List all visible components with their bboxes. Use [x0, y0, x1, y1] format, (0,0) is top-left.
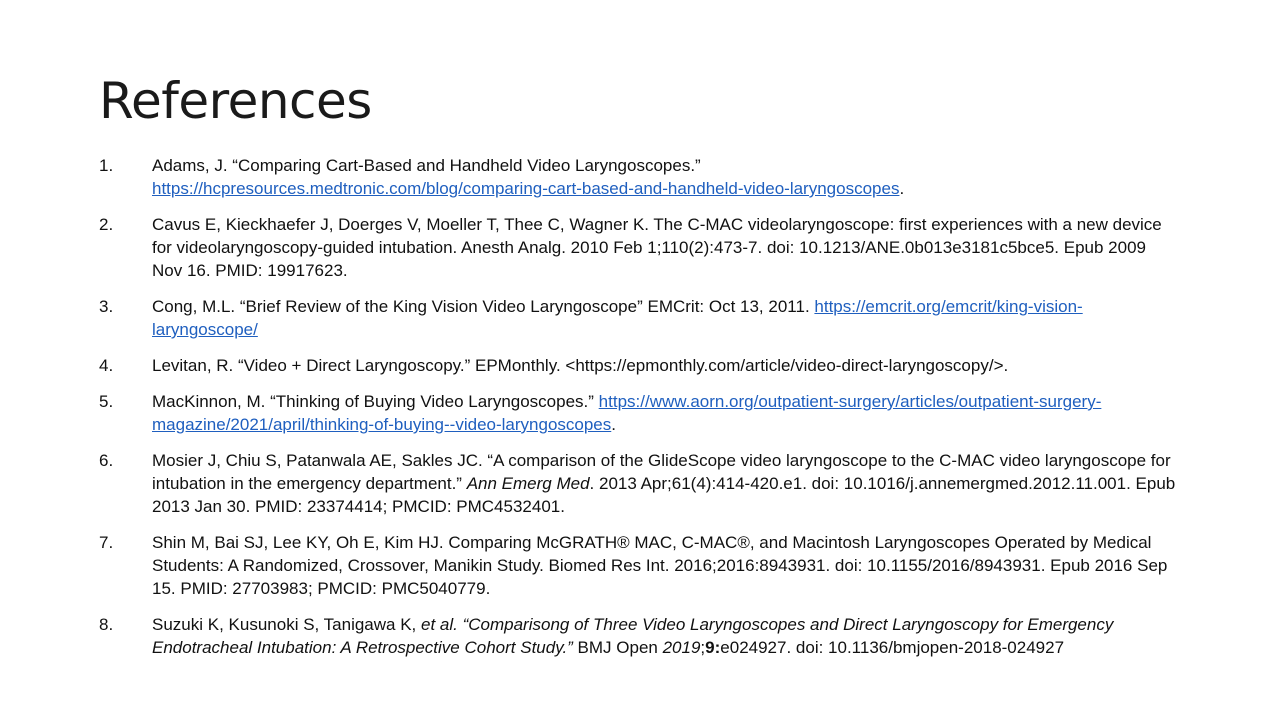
reference-number: 3. [99, 297, 114, 316]
reference-text-end: . [899, 179, 905, 198]
reference-text-end: . [611, 415, 616, 434]
reference-number: 4. [99, 356, 114, 375]
reference-journal: Ann Emerg Med [466, 474, 590, 493]
reference-text: Cavus E, Kieckhaefer J, Doerges V, Moeller T, Thee C, Wagner K. The C-MAC videolaryngoscope: first experiences with a new device for videolaryngoscopy-guided intubation. Anesth Analg. 2010 Feb 1;110(2):473-7. doi: 10.1213/ANE.0b013e3181c5bce5. Epub 2009 Nov 16. PMID: 19917623. [152, 215, 1162, 280]
reference-number: 2. [99, 215, 114, 234]
reference-link[interactable]: https://www.aorn.org/outpatient-surgery/articles/outpatient-surgery-magazine/2021/april/thinking-of-buying--video-laryngoscopes [152, 392, 1102, 434]
reference-list [99, 154, 1179, 672]
reference-journal: BMJ Open [572, 638, 663, 657]
reference-year: 2019 [662, 638, 701, 657]
reference-number: 6. [99, 451, 114, 470]
reference-number: 1. [99, 156, 114, 175]
reference-text-end: . 2013 Apr;61(4):414-420.e1. doi: 10.1016/j.annemergmed.2012.11.001. Epub 2013 Jan 30. PMID: 23374414; PMCID: PMC4532401. [152, 474, 1176, 516]
reference-number: 5. [99, 392, 114, 411]
reference-text-end: e024927. doi: 10.1136/bmjopen-2018-024927 [720, 638, 1065, 657]
reference-text: MacKinnon, M. “Thinking of Buying Video Laryngoscopes.” [152, 392, 594, 411]
reference-number: 8. [99, 615, 114, 634]
reference-item [99, 613, 1179, 659]
reference-number: 7. [99, 533, 114, 552]
reference-item [99, 295, 1179, 341]
reference-item [99, 531, 1179, 600]
reference-etal: et al. [416, 615, 458, 634]
reference-item [99, 154, 1179, 200]
reference-article-title: “Comparisong of Three Video Laryngoscopes and Direct Laryngoscopy for Emergency Endotracheal Intubation: A Retrospective Cohort Study.” [152, 615, 1114, 657]
reference-item [99, 449, 1179, 518]
reference-text: Levitan, R. “Video + Direct Laryngoscopy.” EPMonthly. <https://epmonthly.com/article/video-direct-laryngoscopy/>. [152, 356, 1009, 375]
reference-item [99, 354, 1179, 377]
reference-text: Mosier J, Chiu S, Patanwala AE, Sakles JC. “A comparison of the GlideScope video laryngoscope to the C-MAC video laryngoscope for intubation in the emergency department.” [152, 451, 1171, 493]
reference-text: Shin M, Bai SJ, Lee KY, Oh E, Kim HJ. Comparing McGRATH® MAC, C-MAC®, and Macintosh Laryngoscopes Operated by Medical Students: A Randomized, Crossover, Manikin Study. Biomed Res Int. 2016;2016:8943931. doi: 10.1155/2016/8943931. Epub 2016 Sep 15. PMID: 27703983; PMCID: PMC5040779. [152, 533, 1168, 598]
reference-text: Cong, M.L. “Brief Review of the King Vision Video Laryngoscope” EMCrit: Oct 13, 2011. [152, 297, 810, 316]
slide-title: References [99, 72, 372, 130]
reference-volume: 9: [705, 638, 721, 657]
reference-text: Adams, J. “Comparing Cart-Based and Handheld Video Laryngoscopes.” [152, 156, 701, 175]
reference-link[interactable]: https://emcrit.org/emcrit/king-vision-laryngoscope/ [152, 297, 1083, 339]
reference-text: Suzuki K, Kusunoki S, Tanigawa K, [152, 615, 417, 634]
reference-link[interactable]: https://hcpresources.medtronic.com/blog/comparing-cart-based-and-handheld-video-laryngoscopes [152, 179, 900, 198]
reference-item [99, 390, 1179, 436]
reference-separator: ; [700, 638, 706, 657]
reference-item [99, 213, 1179, 282]
